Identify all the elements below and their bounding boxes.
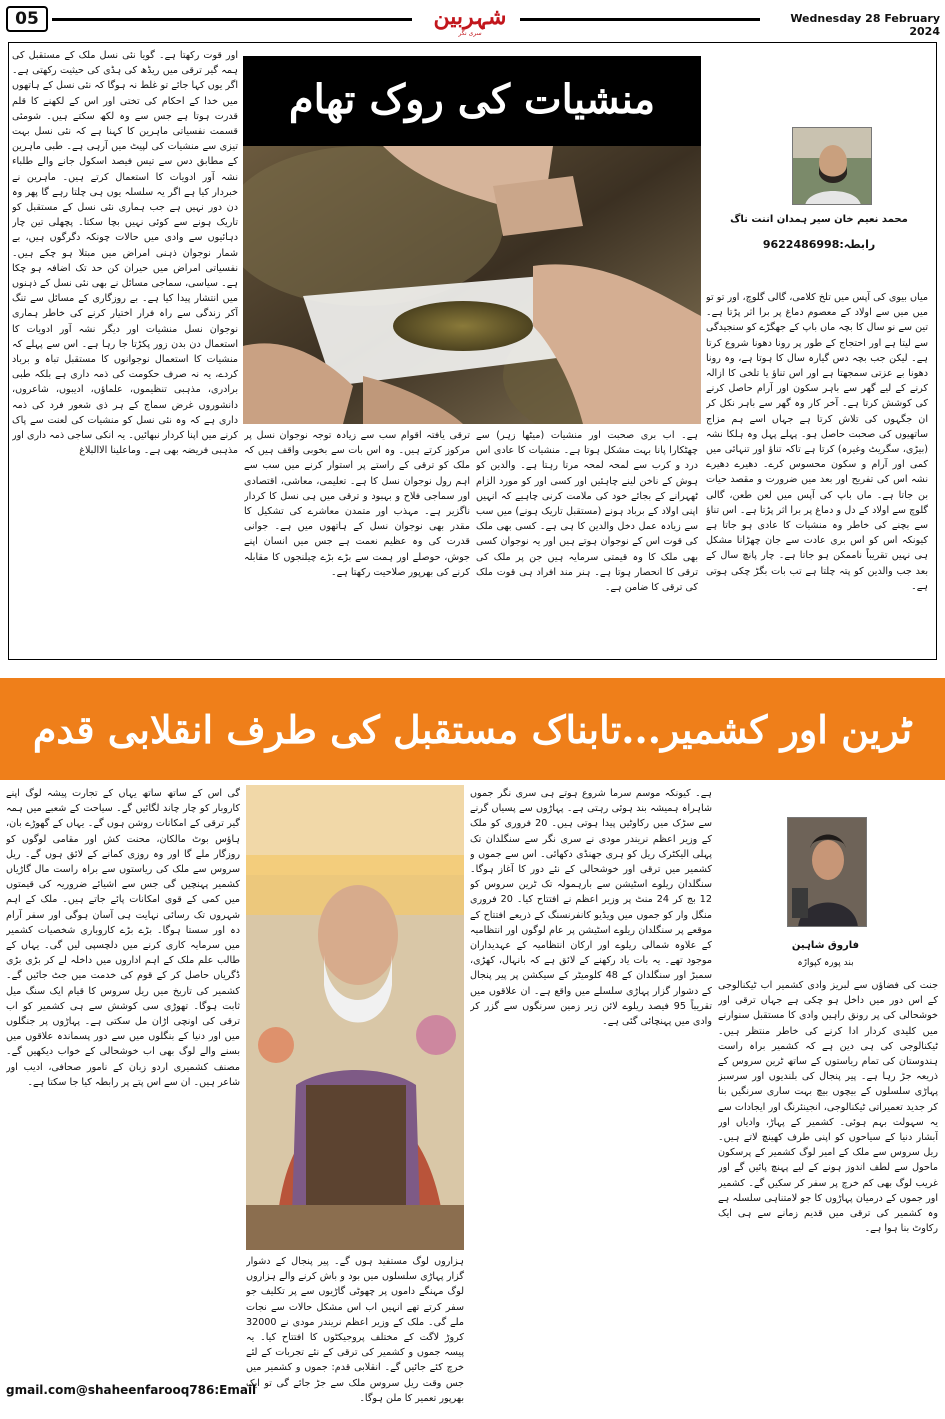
header-rule-left [52,18,412,21]
issue-date: Wednesday 28 February 2024 [790,12,940,38]
article2-column-left: گی اس کے ساتھ ساتھ یہاں کے تجارت پیشہ لوگ اپنے کاروبار کو چار چاند لگائیں گے۔ سیاحت کے شعبے میں ہمہ گیر ترقی کے امکانات روشن ہوں گے۔ یہاں کے گھوڑے بان، ہاؤس بوٹ مالکان، محنت کش اور مقامی لوگوں کو روزگار ملے گا اور وہ روزی کمانے کے لائق ہوں گے۔ ریل سروس سے ملک کی ریاستوں سے براہ راست مال گاڑیاں کشمیر پہنچیں گی جس سے اشیائے ضروریہ کی قیمتوں میں کمی کے قوی امکانات پائے جاتے ہیں۔ ملک کے اہم شہروں تک رسائی نہایت ہی آسان ہوگی اور سفر آرام دہ اور سستا ہوگا۔ بڑے بڑے کاروباری شخصیات کشمیر میں سرمایہ کاری کرنے میں دلچسپی لیں گی۔ یہاں کے طالب علم ملک کے اہم اداروں میں داخلہ لے کر بڑی بڑی ڈگریاں حاصل کر کے قوم کی خدمت میں جٹ جائیں گے۔ کشمیر کی تاریخ میں ریل سروس کا قیام ایک سنگ میل ثابت ہوگا۔ تھوڑی سی کوشش سے ہی کشمیر کو اب ترقی کی اونچی اڑان مل سکتی ہے۔ پہاڑوں پر جنگلوں میں اور دنیا کے بنگلوں میں سے دور پسماندہ علاقوں میں بسنے والے لوگ بھی اب خوشحالی کے خواب دیکھیں گے۔ مصنف کشمیری اردو زبان کے نامور صحافی، ادیب اور شاعر ہیں۔ ان سے اس پتے پر رابطہ کیا جا سکتا ہے۔ [6,788,240,1088]
article1-column-right: میاں بیوی کی آپس میں تلخ کلامی، گالی گلوچ، اور تو تو میں میں سے اولاد کے معصوم دماغ پر برا اثر پڑتا ہے۔ تین سے نو سال کا بچہ ماں باپ کے جھگڑے کو سنجیدگی سے لیتا ہے اور احتجاج کے طور پر رونا دھونا شروع کرتا ہے۔ لیکن جب بچہ دس گیارہ سال کا ہوتا ہے، وہ رونا دھونا بے عزتی سمجھتا ہے اور اس تناؤ یا تلخی کا ازالہ کرنے کے لیے گھر سے باہر سکون اور آرام حاصل کرنے کی کوشش کرتا ہے۔ آخر کار وہ گھر سے باہر نکل کر ان جگہوں کی تلاش کرتا ہے جہاں اسے ہم مزاج ساتھیوں کی صحبت حاصل ہو۔ پہلے پہل وہ ہلکا نشہ (بیڑی، سگریٹ وغیرہ) کرتا ہے تاکہ تناؤ اور تنہائی میں کمی اور آرام و سکون محسوس کرے۔ دھیرے دھیرے نشہ اس کی تفریح اور بعد میں ضرورت و مقصد حیات بن جاتا ہے۔ ماں باپ کی آپس میں لعن طعن، گالی گلوچ سے اولاد کے دل و دماغ پر برا اثر پڑتا ہے۔ اس تناؤ سے بچنے کی خاطر وہ منشیات کا عادی ہو جاتا ہے کیونکہ اس کو اس بری عادت سے جان چھڑانا مشکل ہی نہیں تقریباً ناممکن ہو جاتا ہے۔ چار پانچ سال کے بعد جب والدین کو پتہ چلتا ہے تب بات بگڑ چکی ہوتی ہے۔ [706,292,928,592]
article2-photo-speech [246,785,464,1250]
header-rule-right [520,18,760,21]
speaker-at-podium-illustration [246,785,464,1250]
article1-column-mid-left: ترقی یافتہ اقوام سب سے زیادہ توجہ نوجوان نسل پر مرکوز کرتے ہیں۔ وہ اس بات سے بخوبی واقف ہیں کہ ملک کو ترقی کے راستے پر استوار کرنے میں سب سے اہم رول نوجوان نسل کا ہے۔ تعلیمی، معاشی، اقتصادی اور سماجی فلاح و بہبود و ترقی میں ہی نسل کا کردار ناگزیر ہے۔ مہذب اور متمدن معاشرے کی تشکیل کا مقدر بھی نوجوان نسل کے ہاتھوں میں ہے۔ جوانی قدرت کی وہ عظیم نعمت ہے جس میں انسان اپنے جوش، حوصلے اور ہمت سے بڑے بڑے چیلنجوں کا مقابلہ کرنے کی بھرپور صلاحیت رکھتا ہے۔ [244,430,470,578]
author2-photo [787,817,867,927]
author2-email: gmail.com@shaheenfarooq786:Email [6,1383,257,1397]
article2-column-below-photo: ہزاروں لوگ مستفید ہوں گے۔ پیر پنجال کے دشوار گزار پہاڑی سلسلوں میں بود و باش کرنے والے ہزاروں لوگ مہنگے داموں پر چھوٹی گاڑیوں سے پر تکلیف جو سفر کرتے تھے انہیں اب اس مشکل حالات سے نجات ملے گی۔ ملک کے وزیر اعظم نریندر مودی نے 32000 کروڑ لاگت کے مختلف پروجیکٹوں کا افتتاح کیا۔ یہ پیسہ جموں و کشمیر کی ترقی کے نئے تجربات کے لئے خرچ کئے جائیں گے۔ انقلابی قدم: جموں و کشمیر میں جس وقت ریل سروس ملک سے جڑ جائے گی تو ایک بھرپور تعمیر کا ملن ہوگا۔ [246,1256,464,1404]
hand-rolling-paper-illustration [243,146,701,424]
author2-name: فاروق شاہین [791,940,860,951]
article2-column-mid: ہے۔ کیونکہ موسم سرما شروع ہوتے ہی سری نگر جموں شاہراہ ہمیشہ بند ہوئی رہتی ہے۔ پہاڑوں سے پسیاں گرنے سے سڑک میں رکاوٹیں پیدا ہوتی ہیں۔ 20 فروری کو ملک کے وزیر اعظم نریندر مودی نے سری نگر سے سنگلدان تک پہلی الیکٹرک ریل کو ہری جھنڈی دکھائی۔ اس سے جموں و کشمیر میں ترقی اور خوشحالی کے نئے دور کا آغاز ہوگا۔ سنگلدان ریلوے اسٹیشن سے بارہمولہ تک ٹرین سروس کو 12 بج کر 24 منٹ پر وزیر اعظم نے افتتاح کیا۔ 20 فروری منگل وار کو جموں میں ویڈیو کانفرنسنگ کے ذریعے افتتاح کے موقعے پر سنگلدان ریلوے اسٹیشن پر عام لوگوں اور انتظامیہ کے علاوہ شمالی ریلوے اور ارکان انتظامیہ کے عہدیداران موجود تھے۔ یہ بات یاد رکھنے کے لائق ہے کہ بانہال، کھڑی، سمبڑ اور سنگلدان کے 48 کلومیٹر کے سیکشن پر پیر پنجال کے دشوار گزار پہاڑی سلسلے میں واقع ہے۔ ان علاقوں میں تقریباً 95 فیصد ریلوے لائن زیر زمین سرنگوں سے گزر کر وادی میں پہنچائی گئی ہے۔ [470,788,712,1028]
newspaper-logo [420,4,520,38]
article2-column-right: جنت کی فضاؤں سے لبریز وادی کشمیر اب ٹیکنالوجی کے اس دور میں داخل ہو چکی ہے جہاں ترقی اور خوشحالی کی پر رونق راہیں وادی کا مستقبل سنوارنے میں کلیدی کردار ادا کرنے کی خاطر منتظر ہیں۔ ٹیکنالوجی کی ہی دین ہے کہ کشمیر براہ راست ہندوستان کی تمام ریاستوں کے ساتھ ٹرین سروس کے ذریعہ جڑ رہا ہے۔ پیر پنجال کی بلندیوں اور سرسبز پہاڑی سلسلوں کے بیچوں بیچ بہت ساری سرنگیں بنا کر جدید تعمیراتی ٹیکنالوجی، انجینئرنگ اور ایجادات سے یہ سہولت بہم ہوئی۔ کشمیر کے پہاڑ، وادیاں اور آبشار دنیا کے سیاحوں کو اپنی طرف کھینچ لاتے ہیں۔ ریل سروس سے ملک کے امیر لوگ کشمیر کے پرسکون ماحول سے لطف اندوز ہونے کے لیے پہنچ پائیں گے اور غریب لوگ بھی کم خرچ پر سفر کر سکیں گے۔ کشمیر اور جموں کے درمیان پہاڑوں کا جو لامتناہی سلسلہ ہے وہ کشمیر کی ترقی میں قدیم زمانے سے ہی ایک رکاوٹ بنا ہوا ہے۔ [718,980,938,1235]
logo-subtitle: سری نگر [458,30,482,37]
author1-photo [792,127,872,205]
author1-contact: رابطہ:9622486998 [762,238,876,251]
article1-photo-drugs [243,146,701,424]
author2-role: بند پورہ کپواڑہ [797,958,854,968]
page-number: 05 [6,6,48,32]
article1-column-mid-right: ہے۔ اب بری صحبت اور منشیات (میٹھا زہر) سے چھٹکارا پانا بہت مشکل ہوتا ہے۔ منشیات کا عادی اس درد و کرب سے لمحہ لمحہ مرتا رہتا ہے۔ والدین کو ہوش کے ناخن لینے چاہئیں اور کسی اور کو مورد الزام ٹھہرانے کے بجائے خود کی ملامت کرنی چاہیے کہ انہیں اپنی اولاد کے برباد ہونے (مستقبل تاریک ہونے) میں سب سے زیادہ عمل دخل والدین کا ہی ہے۔ کسی بھی ملک کی قوت اس کے نوجوان ہوتے ہیں اور یہ نوجوان کسی بھی ملک کا وہ قیمتی سرمایہ ہیں جن پر ملک کی ترقی کا انحصار ہوتا ہے۔ ہنر مند افراد ہی قوت ملک کی ترقی کا ضامن ہے۔ [476,430,698,594]
logo-title: شہربین [433,4,507,30]
article1-column-left: اور قوت رکھتا ہے۔ گویا نئی نسل ملک کے مستقبل کی ہمہ گیر ترقی میں ریڈھ کی ہڈی کی حیثیت رکھتی ہے۔ اگر یوں کہا جائے تو غلط نہ ہوگا کہ نئی نسل کے ہاتھوں میں خدا کے احکام کی تختی اور اس کے لکھنے کا قلم قدرت ہوتا ہے جس سے وہ لکھ سکتے ہیں۔ شومئی قسمت نفسیاتی ماہرین کا کہنا ہے کہ نئی نسل بہت تیزی سے منشیات کی لپیٹ میں آرہی ہے۔ طبی ماہرین کے مطابق دس سے تیس فیصد اسکول جانے والے طلباء نشہ آور ادویات کا استعمال کرتے ہیں۔ ماہرین نے خبردار کیا ہے اگر یہ سلسلہ یوں ہی چلتا رہے گا پھر وہ دن دور نہیں ہے جب ہماری نئی نسل کے مستقبل کو تاریک ہونے سے کوئی نہیں بچا سکتا۔ پچھلی تین چار دہائیوں سے وادی میں حالات چونکہ دگرگوں ہیں، بے شمار نوجوان ذہنی امراض میں مبتلا ہو چکے ہیں۔ نفسیاتی امراض میں حیران کن حد تک اضافہ ہو چکا ہے۔ سیاسی، سماجی مسائل نے بھی نئی نسل کے ذہنوں میں انتشار پیدا کیا ہے۔ بے روزگاری کے مسائل سے تنگ آکر زندگی سے راہ فرار اختیار کرنے کی خاطر ہماری نوجوان نسل منشیات اور دیگر نشہ آور ادویات کا استعمال دن بدن زور پکڑتا جا رہا ہے۔ اس سے پہلے کہ منشیات کا استعمال نوجوانوں کا مستقبل تباہ و برباد کردے، یہ نہ صرف حکومت کی ذمہ داری ہے بلکہ طبی برادری، مذہبی تنظیموں، علماؤں، ادیبوں، شاعروں، دانشوروں غرض سماج کے ہر ذی شعور فرد کی ذمہ داری ہے کہ وہ نئی نسل کو منشیات کی لعنت سے پاک کرنے میں اپنا کردار نبھائیں۔ یہ انکی ساجی ذمہ داری اور مذہبی فریضہ بھی ہے۔ وماعلینا الاالبلاغ [12,50,238,457]
author2-portrait [788,818,867,927]
author1-name: محمد نعیم خان سیر ہمدان اننت ناگ [730,214,908,225]
article2-headline: ٹرین اور کشمیر...تابناک مستقبل کی طرف انقلابی قدم [32,707,913,752]
author1-portrait [793,128,872,205]
article1-headline: منشیات کی روک تھام [243,56,701,146]
